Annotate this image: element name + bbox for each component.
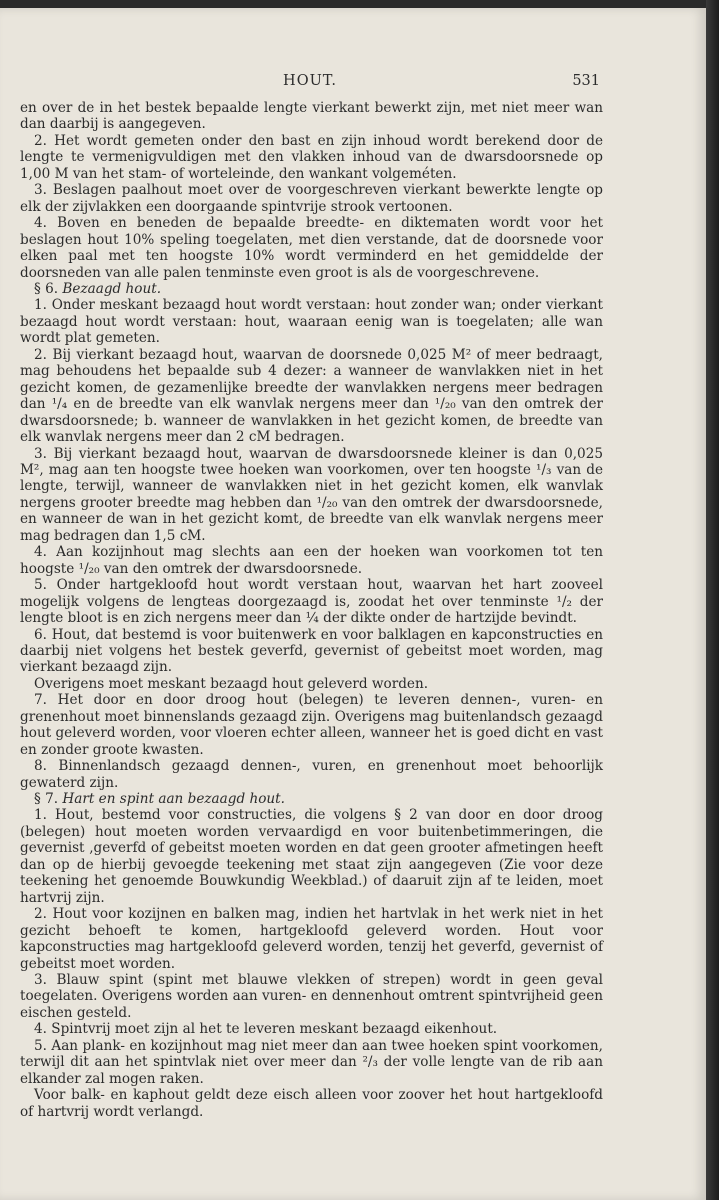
scan-edge — [706, 0, 719, 1200]
paragraph: 6. Hout, dat bestemd is voor buitenwerk en voor balklagen en kapconstructies en daarbij niet volgens het bestek geverfd, gevernist of gebeitst moet worden, mag vierkant bezaagd zijn. — [20, 626, 603, 676]
paragraph: 5. Onder hartgekloofd hout wordt verstaan hout, waarvan het hart zooveel mogelijk volgens de lengteas doorgezaagd is, zoodat het over tenminste ¹/₂ der lengte bloot is en zich nergens meer dan ¼ der dikte onder de hartzijde bevindt. — [20, 577, 603, 627]
paragraph: 7. Het door en door droog hout (belegen) te leveren dennen-, vuren- en grenenhout moet binnenslands gezaagd zijn. Overigens mag buitenlandsch gezaagd hout geleverd worden, voor vloeren echter alleen, wanneer het is goed dicht en vast en zonder groote kwasten. — [20, 692, 603, 758]
paragraph: Voor balk- en kaphout geldt deze eisch alleen voor zoover het hout hartgekloofd of hartvrij wordt verlangd. — [20, 1087, 603, 1120]
paragraph: 3. Blauw spint (spint met blauwe vlekken of strepen) wordt in geen geval toegelaten. Overigens worden aan vuren- en dennenhout omtrent spintvrijheid geen eischen gesteld. — [20, 972, 603, 1021]
paragraph: 8. Binnenlandsch gezaagd dennen-, vuren, en grenenhout moet behoorlijk gewaterd zijn. — [20, 758, 603, 791]
paragraph: 5. Aan plank- en kozijnhout mag niet meer dan aan twee hoeken spint voorkomen, terwijl dit aan het spintvlak niet over meer dan ²/₃ der volle lengte van de rib aan elkander zal mogen raken. — [20, 1037, 603, 1087]
paragraph: 2. Het wordt gemeten onder den bast en zijn inhoud wordt berekend door de lengte te vermenigvuldigen met den vlakken inhoud van de dwarsdoorsnede op 1,00 M van het stam- of worteleinde, den wankant volgeméten. — [20, 132, 603, 182]
paragraph: en over de in het bestek bepaalde lengte vierkant bewerkt zijn, met niet meer wan dan daarbij is aangegeven. — [20, 100, 603, 133]
paragraph: 3. Beslagen paalhout moet over de voorgeschreven vierkant bewerkte lengte op elk der zijvlakken een doorgaande spintvrije strook vertoonen. — [20, 182, 603, 215]
paragraph: 4. Aan kozijnhout mag slechts aan een der hoeken wan voorkomen tot ten hoogste ¹/₂₀ van den omtrek der dwarsdoorsnede. — [20, 544, 603, 577]
section-number: § 7. — [34, 791, 59, 808]
section-heading-7 — [20, 791, 603, 807]
section-number: § 6. — [34, 280, 59, 297]
paragraph: Overigens moet meskant bezaagd hout geleverd worden. — [34, 675, 429, 692]
paragraph: 1. Hout, bestemd voor constructies, die volgens § 2 van door en door droog (belegen) hout moeten worden vervaardigd en voor buitenbetimmeringen, die gevernist ,geverfd of gebeitst moeten worden en dat geen grooter afmetingen heeft dan op de hierbij gevoegde teekening met staat zijn aangegeven (Zie voor deze teekening het genoemde Bouwkundig Weekblad.) of daaruit zijn af te leiden, moet hartvrij zijn. — [20, 807, 603, 906]
paragraph: 4. Boven en beneden de bepaalde breedte- en diktematen wordt voor het beslagen hout 10% speling toegelaten, met dien verstande, dat de doorsnede voor elken paal met ten hoogste 10% wordt verminderd en het gemiddelde der doorsneden van alle palen tenminste even groot is als de voorgeschrevene. — [20, 215, 603, 281]
body-text — [20, 100, 603, 1120]
page-header — [20, 73, 600, 95]
section-title: Hart en spint aan bezaagd hout. — [62, 791, 285, 808]
paragraph: 4. Spintvrij moet zijn al het te leveren meskant bezaagd eikenhout. — [34, 1021, 498, 1038]
paragraph: 1. Onder meskant bezaagd hout wordt verstaan: hout zonder wan; onder vierkant bezaagd hout wordt verstaan: hout, waaraan eenig wan is toegelaten; alle wan wordt plat gemeten. — [20, 297, 603, 347]
section-title: Bezaagd hout. — [62, 280, 162, 297]
book-page — [0, 8, 706, 1200]
paragraph: 2. Bij vierkant bezaagd hout, waarvan de doorsnede 0,025 M² of meer bedraagt, mag behoudens het bepaalde sub 4 dezer: a wanneer de wanvlakken niet in het gezicht komen, de gezamenlijke breedte der wanvlakken nergens meer bedragen dan ¹/₄ en de breedte van elk wanvlak nergens meer dan ¹/₂₀ van den omtrek der dwarsdoorsnede; b. wanneer de wanvlakken in het gezicht komen, de breedte van elk wanvlak nergens meer dan 2 cM bedragen. — [20, 346, 603, 446]
running-head: HOUT. — [283, 73, 337, 89]
page-number: 531 — [572, 73, 600, 89]
section-heading-6 — [20, 281, 603, 297]
paragraph: 2. Hout voor kozijnen en balken mag, indien het hartvlak in het werk niet in het gezicht behoeft te komen, hartgekloofd geleverd worden. Hout voor kapconstructies mag hartgekloofd geleverd worden, tenzij het geverfd, gevernist of gebeitst moet worden. — [20, 906, 603, 972]
paragraph: 3. Bij vierkant bezaagd hout, waarvan de dwarsdoorsnede kleiner is dan 0,025 M², mag aan ten hoogste twee hoeken wan voorkomen, over ten hoogste ¹/₃ van de lengte, terwijl, wanneer de wanvlakken niet in het gezicht komen, elk wanvlak nergens grooter breedte mag hebben dan ¹/₂₀ van den omtrek der dwarsdoorsnede, en wanneer de wan in het gezicht komt, de breedte van elk wanvlak nergens meer mag bedragen dan 1,5 cM. — [20, 445, 603, 544]
